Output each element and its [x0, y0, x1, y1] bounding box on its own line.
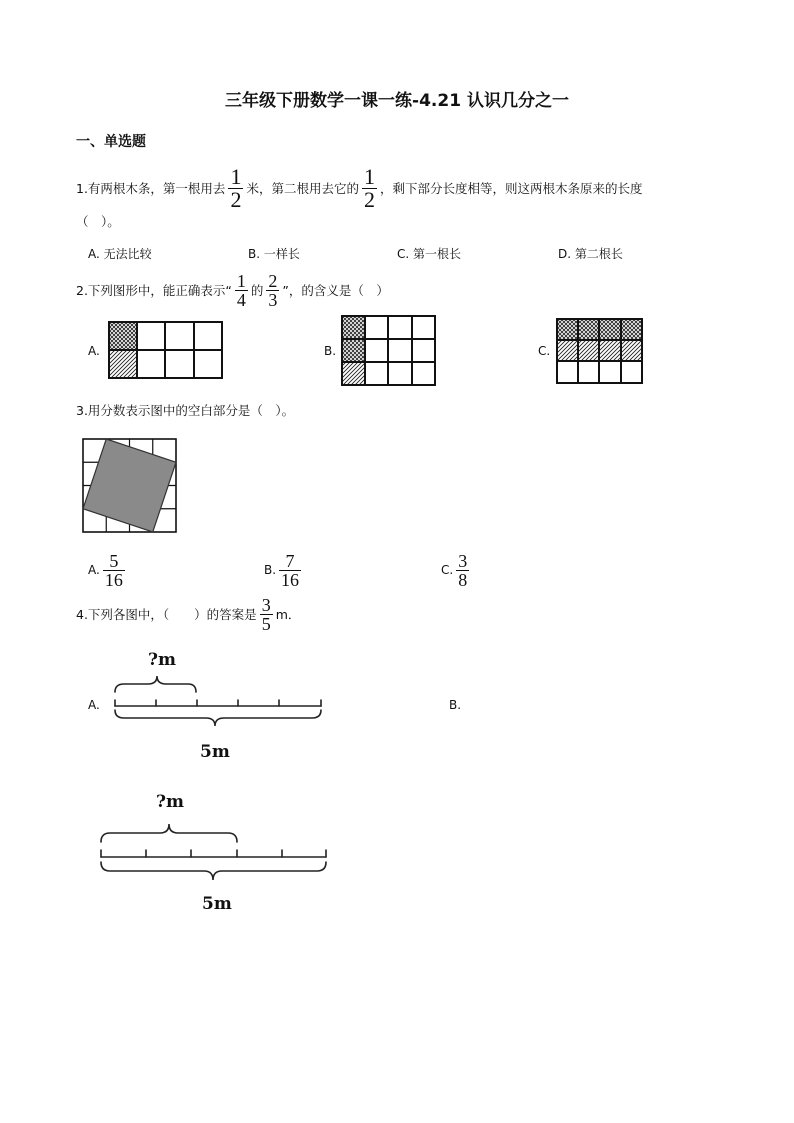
unknown-length-label: ?m	[148, 650, 176, 670]
question-1	[76, 163, 643, 212]
q2-prefix: 2.下列图形中，能正确表示“	[76, 283, 232, 298]
page-title: 三年级下册数学一课一练-4.21 认识几分之一	[225, 91, 569, 111]
q2-option-c[interactable]: C.	[538, 344, 551, 358]
hatched-cell	[342, 362, 365, 385]
shaded-cell	[109, 322, 137, 350]
q4-prefix: 4.下列各图中，（ ）的答案是	[76, 607, 257, 622]
total-length-label: 5m	[202, 894, 232, 914]
q1-line-2: （ ）。	[76, 214, 120, 229]
q3-option-c[interactable]: C. $\frac{3}{8}$	[441, 550, 468, 590]
q4-suffix: m．	[275, 607, 301, 622]
q3-grid-figure	[82, 438, 178, 534]
q2-option-a[interactable]: A.	[88, 344, 100, 358]
question-2	[76, 270, 389, 310]
q2-fraction-2: $\frac{2}{3}$	[268, 270, 278, 310]
shaded-cell	[342, 339, 365, 362]
q2-suffix: ”，的含义是（ ）	[282, 283, 389, 298]
q2-figure-a	[108, 321, 224, 379]
q1-suffix: ，剩下部分长度相等，则这两根木条原来的长度	[379, 181, 643, 196]
q1-option-d[interactable]: D. 第二根长	[558, 247, 623, 261]
q4-option-b[interactable]: B.	[449, 698, 462, 712]
q3-option-a[interactable]: A. $\frac{5}{16}$	[88, 550, 123, 590]
q4-option-a[interactable]: A.	[88, 698, 100, 712]
q3-option-b-fraction: $\frac{7}{16}$	[281, 550, 300, 590]
hatched-cell	[109, 350, 137, 378]
q1-fraction-1: $\frac{1}{2}$	[230, 163, 242, 212]
q1-prefix: 1.有两根木条，第一根用去	[76, 181, 226, 196]
unknown-length-label: ?m	[156, 792, 184, 812]
q4-diagram-b	[98, 790, 330, 920]
q1-option-b[interactable]: B. 一样长	[248, 247, 300, 261]
q4-fraction: $\frac{3}{5}$	[261, 594, 271, 634]
section-heading: 一、单选题	[76, 134, 146, 150]
q1-middle: 米，第二根用去它的	[246, 181, 359, 196]
q1-fraction-2: $\frac{1}{2}$	[363, 163, 375, 212]
question-4	[76, 594, 300, 634]
question-3: 3.用分数表示图中的空白部分是（ ）。	[76, 403, 295, 418]
q1-option-c[interactable]: C. 第一根长	[397, 247, 462, 261]
tilted-gray-square	[83, 439, 176, 532]
q2-fraction-1: $\frac{1}{4}$	[236, 270, 246, 310]
total-length-label: 5m	[200, 742, 230, 762]
q2-middle: 的	[250, 283, 264, 298]
q4-diagram-a	[112, 648, 324, 768]
q3-option-a-fraction: $\frac{5}{16}$	[104, 550, 123, 590]
q3-option-b[interactable]: B. $\frac{7}{16}$	[264, 550, 300, 590]
shaded-cell	[342, 316, 365, 339]
q1-option-a[interactable]: A. 无法比较	[88, 247, 152, 261]
q2-option-b[interactable]: B.	[324, 344, 337, 358]
q3-option-c-fraction: $\frac{3}{8}$	[458, 550, 468, 590]
q2-figure-b	[341, 315, 437, 386]
q2-figure-c	[556, 318, 643, 384]
